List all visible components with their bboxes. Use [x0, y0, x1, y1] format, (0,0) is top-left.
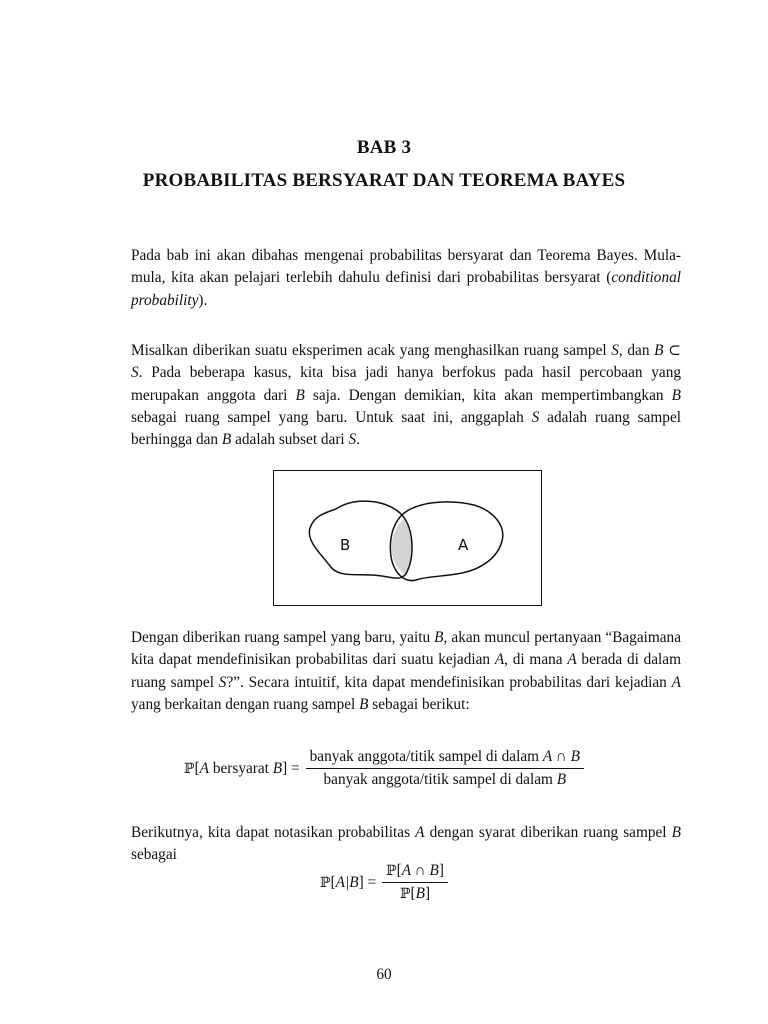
chapter-title: PROBABILITAS BERSYARAT DAN TEOREMA BAYES [142, 170, 626, 191]
fraction-numerator: banyak anggota/titik sampel di dalam A ∩ B [306, 748, 584, 769]
fraction-denominator: ℙ[B] [399, 885, 431, 902]
question-paragraph: Dengan diberikan ruang sampel yang baru, yaitu B, akan muncul pertanyaan “Bagaimana kita dapat mendefinisikan probabilitas dari suatu kejadian A, di mana A berada di dalam ruang sampel S?”. Secara intuitif, kita dapat mendefinisikan probabilitas dari kejadian A yang berkaitan dengan ruang sampel B sebagai berikut: [131, 629, 682, 713]
venn-diagram-svg [274, 471, 541, 605]
conditional-probability-term: conditional probability [131, 269, 681, 309]
equation-lhs: ℙ[A bersyarat B] = [184, 759, 300, 777]
page-number: 60 [376, 966, 392, 983]
sample-space-paragraph: Misalkan diberikan suatu eksperimen acak yang menghasilkan ruang sampel S, dan B ⊂ S. Pada beberapa kasus, kita bisa jadi hanya berfokus pada hasil percobaan yang merupakan anggota dari B saja. Dengan demikian, kita akan mempertimbangkan B sebagai ruang sampel yang baru. Untuk saat ini, anggaplah S adalah ruang sampel berhingga dan B adalah subset dari S. [131, 342, 681, 449]
equation-conditional-definition [0, 748, 768, 789]
fraction-numerator: ℙ[A ∩ B] [382, 862, 448, 883]
venn-diagram [273, 470, 542, 606]
equation-lhs: ℙ[A|B] = [320, 873, 377, 891]
fraction-denominator: banyak anggota/titik sampel di dalam B [323, 771, 567, 788]
set-a-label: A [458, 536, 469, 554]
chapter-number: BAB 3 [356, 137, 412, 158]
equation-fraction [306, 748, 584, 789]
equation-conditional-notation [0, 862, 768, 903]
notation-paragraph: Berikutnya, kita dapat notasikan probabilitas A dengan syarat diberikan ruang sampel B sebagai [131, 824, 681, 864]
equation-fraction [382, 862, 448, 903]
intro-paragraph: Pada bab ini akan dibahas mengenai probabilitas bersyarat dan Teorema Bayes. Mula-mula, kita akan pelajari terlebih dahulu definisi dari probabilitas bersyarat (conditional probability). [131, 247, 681, 309]
set-b-label: B [340, 536, 351, 554]
